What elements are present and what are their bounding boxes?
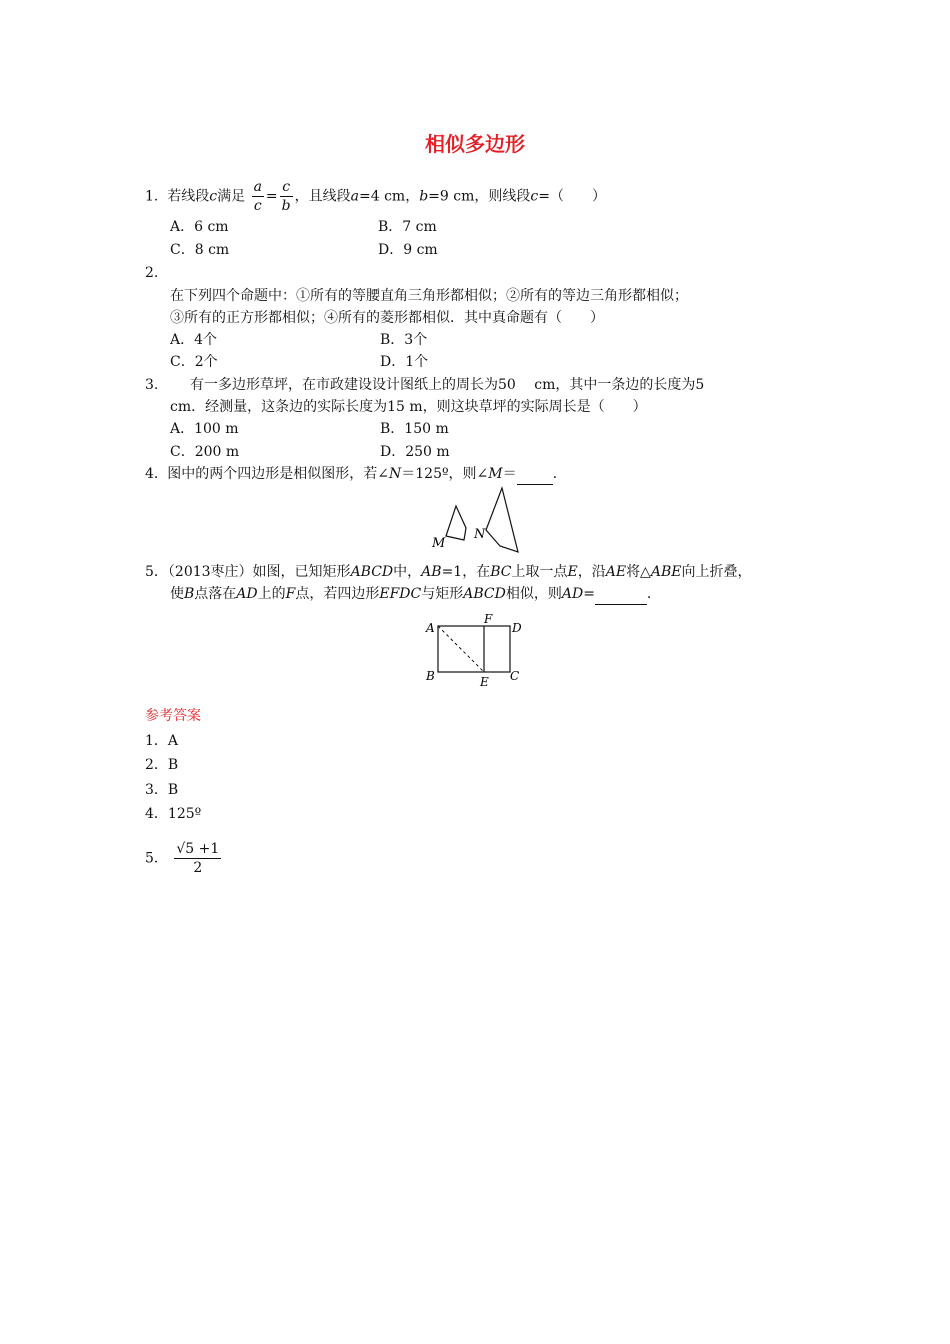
question-number: 1. xyxy=(145,188,159,205)
label-a: A xyxy=(426,621,435,635)
rectangle-fold-figure xyxy=(424,610,530,690)
option-d: D．1个 xyxy=(380,354,429,370)
question-number: 5． xyxy=(145,564,168,580)
option-d: D．250 m xyxy=(380,444,450,460)
answer-3: 3．B xyxy=(145,782,179,798)
answer-blank xyxy=(517,464,553,485)
label-b: B xyxy=(426,669,435,683)
fraction-a-over-c: $\frac{a}{c}$ xyxy=(253,179,262,214)
question-4: 4. 图中的两个四边形是相似图形，若∠N＝125º，则∠M＝ . xyxy=(145,464,557,485)
question-1: 1. 若线段c满足 $\frac{a}{c}$ = $\frac{c}{b}$ ，且线段a=4 cm，b=9 cm，则线段c=（ ） xyxy=(145,179,606,214)
answer-1: 1．A xyxy=(145,733,179,749)
option-a: A．6 cm xyxy=(170,219,229,235)
fraction-c-over-b: $\frac{c}{b}$ xyxy=(281,179,291,214)
option-b: B．7 cm xyxy=(378,219,437,235)
label-c: C xyxy=(510,669,520,683)
label-f: F xyxy=(484,612,493,626)
question-5-line-1: 5．（2013枣庄）如图，已知矩形ABCD中，AB=1，在BC上取一点E，沿AE将△ABE向上折叠， xyxy=(145,564,752,580)
answer-5: 5． $\frac{√5 +1}{2}$ xyxy=(145,841,220,876)
label-e: E xyxy=(480,675,489,689)
question-3-line-1: 有一多边形草坪，在市政建设设计图纸上的周长为50 cm，其中一条边的长度为5 xyxy=(190,377,705,393)
question-5-line-2: 使B点落在AD上的F点，若四边形EFDC与矩形ABCD相似，则AD= . xyxy=(170,584,651,605)
answer-2: 2．B xyxy=(145,757,179,773)
quadrilateral-n xyxy=(486,488,518,552)
label-n: N xyxy=(474,527,486,542)
option-b: B．3个 xyxy=(380,332,428,348)
answer-blank xyxy=(595,584,647,605)
label-d: D xyxy=(512,621,522,635)
question-2-line-1: 在下列四个命题中：①所有的等腰直角三角形都相似；②所有的等边三角形都相似； xyxy=(170,288,688,304)
question-2-line-2: ③所有的正方形都相似；④所有的菱形都相似．其中真命题有（ ） xyxy=(170,310,604,326)
option-c: C．8 cm xyxy=(170,242,230,258)
option-c: C．2个 xyxy=(170,354,218,370)
option-b: B．150 m xyxy=(380,421,449,437)
answers-header: 参考答案 xyxy=(145,708,201,724)
rectangle-abcd xyxy=(438,626,510,672)
fraction-sqrt5-plus-1-over-2: $\frac{√5 +1}{2}$ xyxy=(176,841,220,876)
option-d: D．9 cm xyxy=(378,242,438,258)
label-m: M xyxy=(432,536,446,551)
question-number: 4. xyxy=(145,466,159,482)
segment-ae-dashed xyxy=(438,626,484,672)
answer-4: 4．125º xyxy=(145,806,202,822)
page-title: 相似多边形 xyxy=(425,132,525,156)
quadrilateral-m xyxy=(446,506,466,540)
option-a: A．100 m xyxy=(170,421,239,437)
question-2-number: 2. xyxy=(145,265,159,281)
question-3-line-2: cm．经测量，这条边的实际长度为15 m，则这块草坪的实际周长是（ ） xyxy=(170,399,647,415)
option-c: C．200 m xyxy=(170,444,240,460)
similar-quadrilaterals-figure xyxy=(428,484,528,554)
question-3-number: 3. xyxy=(145,377,159,393)
option-a: A．4个 xyxy=(170,332,218,348)
